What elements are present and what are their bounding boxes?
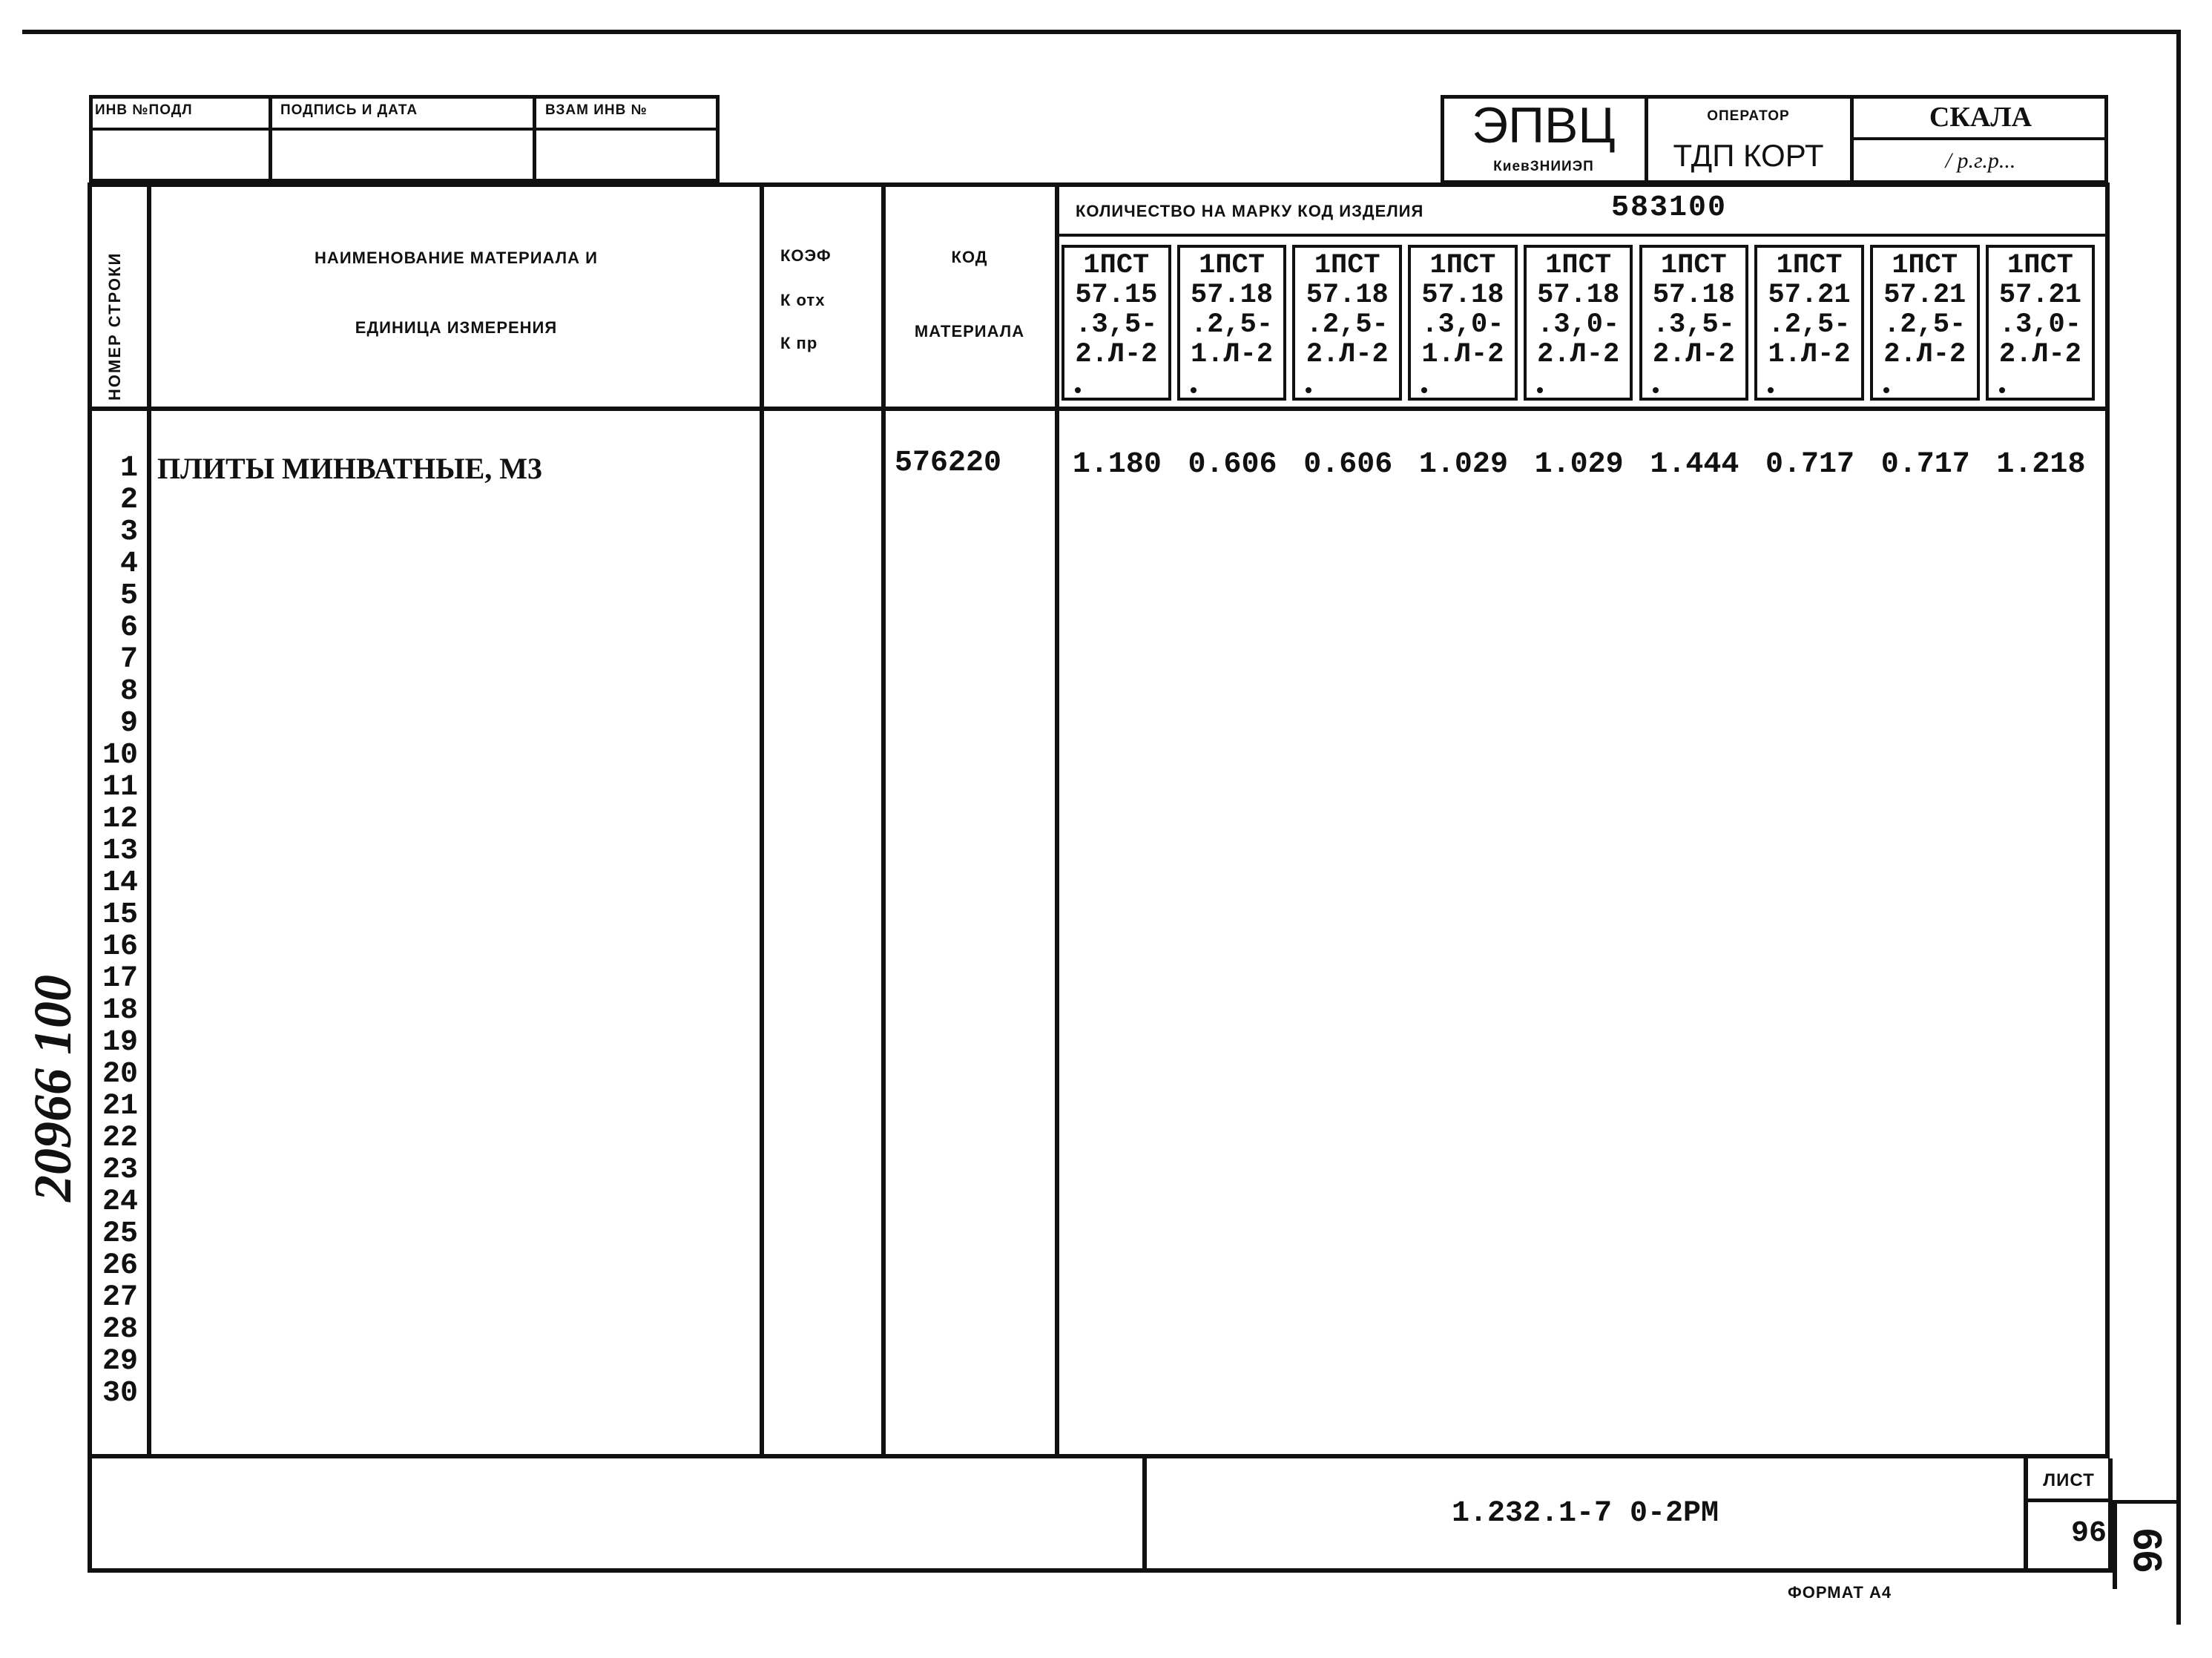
material-value: 1.029 — [1534, 448, 1624, 481]
column-header-5 — [1524, 245, 1633, 401]
column-header-2 — [1177, 245, 1287, 401]
right-rule — [2176, 30, 2181, 1625]
row-number: 28 — [102, 1313, 138, 1346]
code-label-2: МАТЕРИАЛА — [914, 322, 1025, 341]
operator-label: ОПЕРАТОР — [1707, 108, 1790, 124]
column-header-7 — [1754, 245, 1864, 401]
top-rule — [22, 30, 2181, 34]
row-number: 13 — [102, 835, 138, 868]
row-number: 24 — [102, 1185, 138, 1219]
column-header-4 — [1408, 245, 1518, 401]
material-value: 1.218 — [1996, 448, 2086, 481]
column-header-text: 1ПСТ 57.18 .3,0- 1.Л-2 — [1421, 250, 1504, 370]
column-header-text: 1ПСТ 57.21 .3,0- 2.Л-2 — [1998, 250, 2081, 370]
org-name: ЭПВЦ — [1472, 97, 1616, 154]
side-page-number: 99 — [2126, 1527, 2170, 1573]
column-header-dot — [1075, 387, 1081, 393]
column-header-6 — [1639, 245, 1749, 401]
row-number: 23 — [102, 1154, 138, 1187]
material-value: 0.606 — [1188, 448, 1277, 481]
material-value: 1.029 — [1418, 448, 1508, 481]
column-header-text: 1ПСТ 57.18 .3,0- 2.Л-2 — [1537, 250, 1620, 370]
coef-label-3: К пр — [780, 334, 818, 352]
row-number: 1 — [119, 452, 138, 485]
material-code: 576220 — [895, 447, 1002, 480]
row-number: 9 — [119, 707, 138, 740]
column-header-dot — [1306, 387, 1311, 393]
format-label: ФОРМАТ А4 — [1788, 1583, 1892, 1602]
coef-label-1: КОЭФ — [780, 246, 832, 265]
column-header-dot — [1999, 387, 2005, 393]
column-header-dot — [1421, 387, 1427, 393]
row-number: 5 — [119, 579, 138, 613]
sheet-label: ЛИСТ — [2043, 1470, 2095, 1490]
org-subname: КиевЗНИИЭП — [1493, 159, 1594, 174]
row-number-column — [89, 453, 138, 1409]
row-number-label: НОМЕР СТРОКИ — [105, 251, 124, 401]
column-header-dot — [1537, 387, 1543, 393]
material-name: ПЛИТЫ МИНВАТНЫЕ, М3 — [157, 452, 543, 485]
row-number: 8 — [119, 675, 138, 708]
name-label-1: НАИМЕНОВАНИЕ МАТЕРИАЛА И — [315, 249, 598, 267]
row-number: 22 — [102, 1122, 138, 1155]
system-name: СКАЛА — [1929, 102, 2032, 133]
row-number: 7 — [119, 643, 138, 677]
operator-name: ТДП КОРТ — [1673, 138, 1824, 173]
row-number: 21 — [102, 1090, 138, 1123]
column-header-dot — [1653, 387, 1659, 393]
row-number: 29 — [102, 1345, 138, 1378]
name-label-2: ЕДИНИЦА ИЗМЕРЕНИЯ — [355, 318, 558, 337]
row-number: 2 — [119, 484, 138, 517]
column-header-dot — [1768, 387, 1774, 393]
column-header-text: 1ПСТ 57.18 .3,5- 2.Л-2 — [1652, 250, 1735, 370]
column-header-3 — [1292, 245, 1402, 401]
column-header-text: 1ПСТ 57.21 .2,5- 2.Л-2 — [1883, 250, 1966, 370]
material-value: 0.606 — [1303, 448, 1393, 481]
column-header-8 — [1870, 245, 1980, 401]
vzam-label: ВЗАМ ИНВ № — [545, 102, 648, 118]
row-number: 4 — [119, 547, 138, 581]
document-code: 1.232.1-7 0-2РМ — [1451, 1496, 1719, 1530]
row-number: 16 — [102, 930, 138, 964]
code-label-1: КОД — [951, 248, 988, 266]
material-value: 1.180 — [1072, 448, 1162, 481]
row-number: 25 — [102, 1217, 138, 1251]
row-number: 27 — [102, 1281, 138, 1315]
row-number: 6 — [119, 611, 138, 645]
operator-signature: / р.г.р... — [1945, 148, 2016, 173]
column-header-dot — [1883, 387, 1889, 393]
row-number: 15 — [102, 898, 138, 932]
column-header-1 — [1061, 245, 1171, 401]
column-header-dot — [1191, 387, 1196, 393]
material-value: 1.444 — [1650, 448, 1739, 481]
row-number: 19 — [102, 1026, 138, 1059]
coef-label-2: К отх — [780, 291, 826, 309]
row-number: 17 — [102, 962, 138, 996]
product-code: 583100 — [1611, 191, 1728, 225]
row-number: 11 — [102, 771, 138, 804]
row-number: 12 — [102, 803, 138, 836]
material-value: 0.717 — [1880, 448, 1970, 481]
inv-label: ИНВ №ПОДЛ — [95, 102, 193, 118]
qty-label: КОЛИЧЕСТВО НА МАРКУ КОД ИЗДЕЛИЯ — [1076, 202, 1424, 220]
column-header-text: 1ПСТ 57.18 .2,5- 1.Л-2 — [1191, 250, 1274, 370]
row-number: 20 — [102, 1058, 138, 1091]
row-number: 26 — [102, 1249, 138, 1283]
column-header-text: 1ПСТ 57.18 .2,5- 2.Л-2 — [1306, 250, 1389, 370]
column-header-9 — [1986, 245, 2096, 401]
row-number: 14 — [102, 866, 138, 900]
row-number: 18 — [102, 994, 138, 1027]
material-value: 0.717 — [1765, 448, 1855, 481]
sheet-number: 96 — [2070, 1517, 2107, 1550]
column-header-text: 1ПСТ 57.21 .2,5- 1.Л-2 — [1768, 250, 1851, 370]
row-number: 10 — [102, 739, 138, 772]
sign-date-label: ПОДПИСЬ И ДАТА — [280, 102, 418, 118]
row-number: 30 — [102, 1377, 138, 1410]
archive-note: 20966 100 — [23, 975, 82, 1202]
row-number: 3 — [119, 516, 138, 549]
column-header-text: 1ПСТ 57.15 .3,5- 2.Л-2 — [1075, 250, 1158, 370]
